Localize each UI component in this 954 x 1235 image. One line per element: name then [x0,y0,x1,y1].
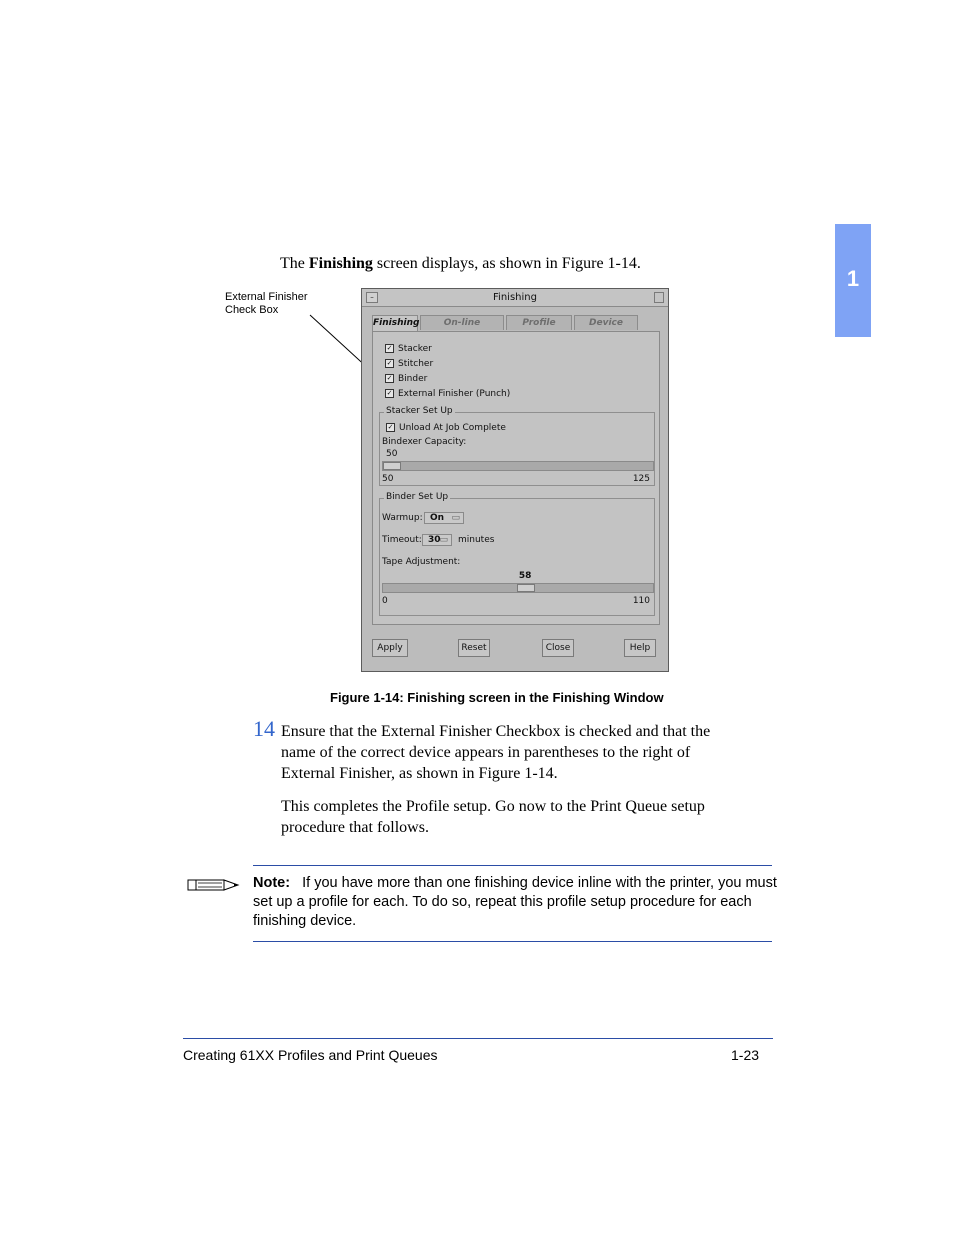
window-titlebar [362,289,668,307]
tab-online-finishers[interactable]: On-line [420,315,504,330]
checkbox-label: Stacker [398,344,432,354]
warmup-label: Warmup: [382,513,423,523]
checkbox-external-finisher[interactable] [385,389,510,399]
help-button[interactable]: Help [624,639,656,657]
paragraph-line-1: This completes the Profile setup. Go now to the Print Queue setup [281,798,705,815]
checkbox-label: Stitcher [398,359,434,369]
stacker-group-title: Stacker Set Up [386,406,453,416]
intro-text [280,253,641,274]
tab-finishing[interactable]: Finishing [372,315,418,332]
reset-button[interactable]: Reset [458,639,490,657]
timeout-value: 30 [428,535,441,545]
step-number: 14 [253,716,275,741]
finishing-panel [372,331,660,625]
step-line-2: name of the correct device appears in parentheses to the right of [281,744,691,761]
footer-rule [183,1038,773,1039]
apply-button[interactable]: Apply [372,639,408,657]
close-button[interactable]: Close [542,639,574,657]
checkbox-binder[interactable] [385,374,427,384]
tab-device-setup[interactable]: Device [574,315,638,330]
timeout-label: Timeout: [382,535,422,545]
step-line-3: External Finisher, as shown in Figure 1-14. [281,765,558,782]
binder-group-title: Binder Set Up [386,492,449,502]
tape-max: 110 [632,596,650,606]
tape-slider-thumb[interactable] [517,584,535,592]
tape-adjustment-slider[interactable] [382,583,654,593]
tab-profile-setup[interactable]: Profile [506,315,572,330]
figure-caption: Figure 1-14: Finishing screen in the Finishing Window [330,690,664,705]
checkbox-stitcher[interactable] [385,359,433,369]
footer-title: Creating 61XX Profiles and Print Queues [183,1047,438,1063]
chapter-tab: 1 [835,224,871,337]
step-line-1: Ensure that the External Finisher Checkbox is checked and that the [281,723,711,740]
capacity-min: 50 [382,474,394,484]
checkbox-unload-job-complete[interactable] [386,423,506,433]
checkbox-check-icon[interactable]: ✓ [386,389,393,397]
timeout-unit: minutes [458,535,495,545]
warmup-select[interactable] [424,512,464,524]
timeout-select[interactable] [422,534,452,546]
note-top-rule [253,865,772,866]
dropdown-arrow-icon[interactable]: ▭ [439,535,448,545]
intro-bold: Finishing [308,255,373,272]
window-resize-icon[interactable] [654,292,664,303]
capacity-slider[interactable] [382,461,654,471]
note-text [253,874,778,931]
checkbox-label: External Finisher (Punch) [398,389,511,399]
page-number: 1-23 [731,1047,760,1063]
dropdown-arrow-icon[interactable]: ▭ [451,513,460,523]
tape-adjustment-value: 58 [518,571,532,581]
checkbox-label: Binder [398,374,428,384]
checkbox-label: Unload At Job Complete [399,423,506,433]
capacity-value: 50 [386,449,398,459]
checkbox-stacker[interactable] [385,344,432,354]
paragraph-line-2: procedure that follows. [281,819,429,836]
checkbox-check-icon[interactable]: ✓ [386,344,393,352]
finishing-window [361,288,669,672]
pencil-icon [186,876,242,894]
window-title: Finishing [493,292,537,303]
binder-setup-group [379,492,655,616]
step-text [281,721,710,784]
stacker-setup-group [379,406,655,486]
note-label: Note: [253,875,291,891]
callout-line-1: External Finisher [225,291,308,303]
callout-line-2: Check Box [225,304,279,316]
window-menu-icon[interactable]: – [366,292,378,303]
capacity-label: Bindexer Capacity: [382,437,467,447]
note-bottom-rule [253,941,772,942]
checkbox-check-icon[interactable]: ✓ [387,423,394,431]
tape-adjustment-label: Tape Adjustment: [382,557,461,567]
capacity-max: 125 [632,474,650,484]
checkbox-check-icon[interactable]: ✓ [386,359,393,367]
warmup-value: On [430,513,445,523]
note-body: If you have more than one finishing device inline with the printer, you must set up a profile for each. To do so, repeat this profile setup procedure for each finishing device. [253,875,777,929]
completion-paragraph [281,796,705,838]
capacity-slider-thumb[interactable] [383,462,401,470]
intro-pre: The [280,255,309,272]
checkbox-check-icon[interactable]: ✓ [386,374,393,382]
intro-post: screen displays, as shown in Figure 1-14. [372,255,641,272]
tape-min: 0 [382,596,388,606]
